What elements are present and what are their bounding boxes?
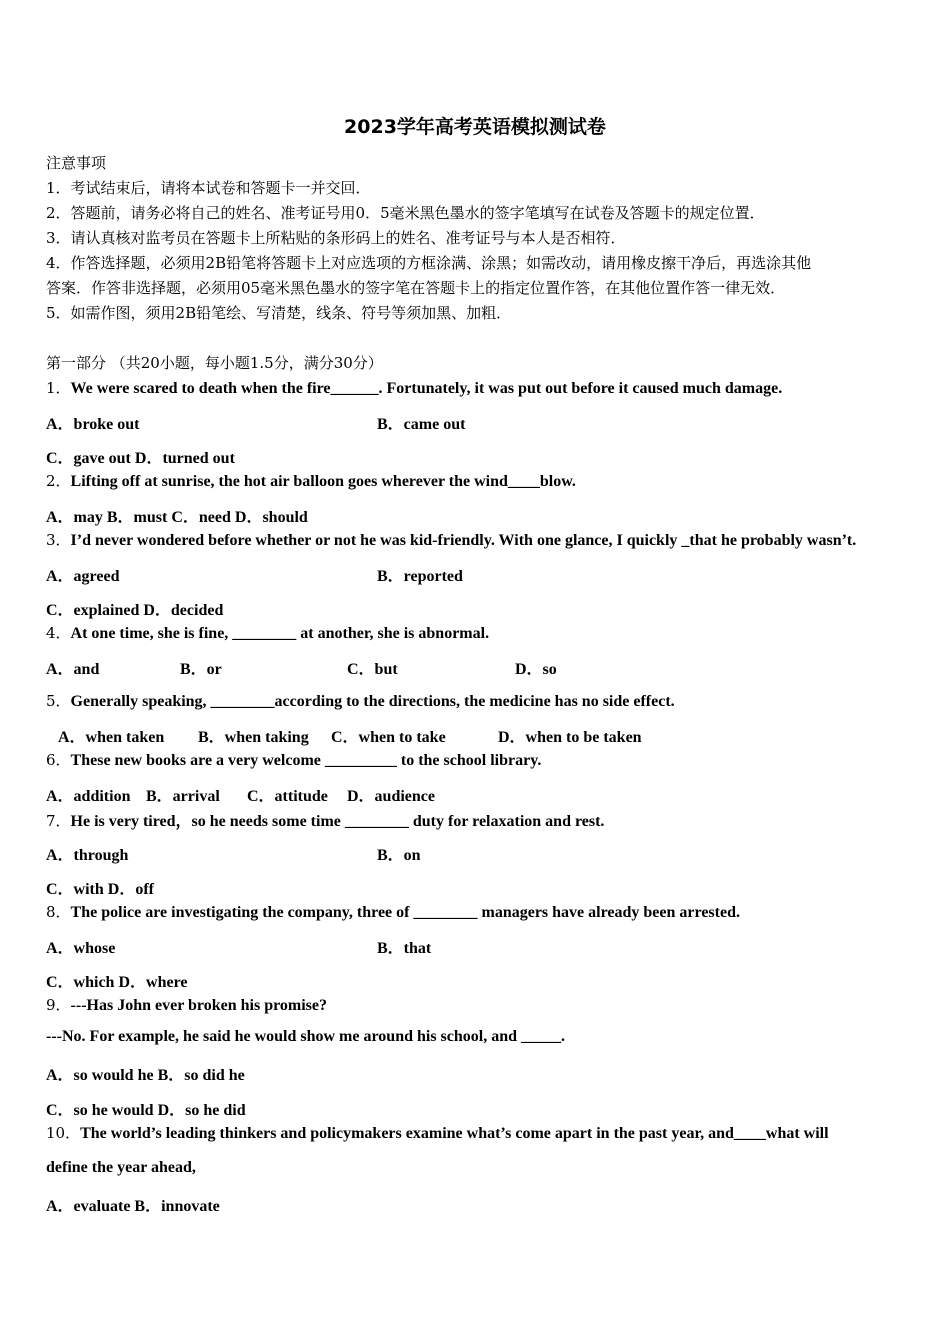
option-b: B．that xyxy=(377,940,432,957)
question-10 xyxy=(46,1122,829,1143)
option-a: A．and xyxy=(46,661,100,678)
question-text: At one time, she is fine, ________ at another, she is abnormal. xyxy=(70,625,490,642)
notice-heading: 注意事项 xyxy=(46,154,107,172)
question-number: 8． xyxy=(46,903,71,921)
question-text: Lifting off at sunrise, the hot air balloon goes wherever the wind____blow. xyxy=(70,473,576,490)
question-text-continued: ---No. For example, he said he would show me around his school, and _____. xyxy=(46,1028,566,1045)
question-7 xyxy=(46,808,604,831)
question-text: We were scared to death when the fire______. Fortunately, it was put out before it caused much damage. xyxy=(70,380,783,397)
question-text: The world’s leading thinkers and policymakers examine what’s come apart in the past year, and____what will xyxy=(80,1125,829,1142)
option-d: D．when to be taken xyxy=(498,729,642,746)
option-ab: A．evaluate B．innovate xyxy=(46,1198,220,1215)
question-number: 10． xyxy=(46,1124,81,1142)
question-9 xyxy=(46,994,327,1015)
question-number: 4． xyxy=(46,624,71,642)
notice-item: 2．答题前，请务必将自己的姓名、准考证号用0．5毫米黑色墨水的签字笔填写在试卷及答题卡的规定位置． xyxy=(46,204,765,222)
question-text: The police are investigating the company, three of ________ managers have already been arrested. xyxy=(70,904,740,921)
notice-item: 答案．作答非选择题，必须用05毫米黑色墨水的签字笔在答题卡上的指定位置作答，在其他位置作答一律无效． xyxy=(46,279,786,297)
option-b: B．came out xyxy=(377,416,466,433)
page-title: 2023学年高考英语模拟测试卷 xyxy=(344,116,606,138)
question-number: 6． xyxy=(46,751,71,769)
option-c: C．but xyxy=(347,661,398,678)
question-text: He is very tired，so he needs some time ________ duty for relaxation and rest. xyxy=(70,813,605,830)
notice-item: 3．请认真核对监考员在答题卡上所粘贴的条形码上的姓名、准考证号与本人是否相符． xyxy=(46,229,626,247)
option-cd: C．with D．off xyxy=(46,881,154,898)
option-b: B．arrival xyxy=(146,788,220,805)
option-cd: C．explained D．decided xyxy=(46,602,224,619)
question-number: 1． xyxy=(46,379,71,397)
question-text: Generally speaking, ________according to the directions, the medicine has no side effect. xyxy=(70,693,675,710)
option-d: D．so xyxy=(515,661,557,678)
question-text: ---Has John ever broken his promise? xyxy=(70,997,328,1014)
question-8 xyxy=(46,901,740,922)
notice-item: 1．考试结束后，请将本试卷和答题卡一并交回． xyxy=(46,179,371,197)
option-b: B．reported xyxy=(377,568,463,585)
option-a: A．when taken xyxy=(58,729,165,746)
question-number: 3． xyxy=(46,531,71,549)
option-cd: C．which D．where xyxy=(46,974,188,991)
question-2 xyxy=(46,470,576,491)
question-text: These new books are a very welcome _________ to the school library. xyxy=(70,752,542,769)
option-cd: C．so he would D．so he did xyxy=(46,1102,246,1119)
notice-item: 4．作答选择题，必须用2B铅笔将答题卡上对应选项的方框涂满、涂黑；如需改动，请用橡皮擦干净后，再选涂其他 xyxy=(46,254,812,272)
question-number: 7． xyxy=(46,812,71,830)
question-number: 5． xyxy=(46,692,71,710)
options: A．may B．must C．need D．should xyxy=(46,509,308,526)
notice-item: 5．如需作图，须用2B铅笔绘、写清楚，线条、符号等须加黑、加粗． xyxy=(46,304,512,322)
question-1 xyxy=(46,377,782,398)
question-text-continued: define the year ahead, xyxy=(46,1159,196,1176)
option-c: C．when to take xyxy=(331,729,446,746)
option-b: B．or xyxy=(180,661,222,678)
option-a: A．addition xyxy=(46,788,131,805)
question-text: I’d never wondered before whether or not he was kid-friendly. With one glance, I quickly _that he probably wasn’t. xyxy=(70,532,857,549)
question-5 xyxy=(46,690,675,711)
option-a: A．whose xyxy=(46,940,116,957)
question-number: 9． xyxy=(46,996,71,1014)
option-ab: A．so would he B．so did he xyxy=(46,1067,245,1084)
option-cd: C．gave out D．turned out xyxy=(46,450,235,467)
question-6 xyxy=(46,749,541,770)
question-3 xyxy=(46,529,856,550)
part-heading: 第一部分 （共20小题，每小题1.5分，满分30分） xyxy=(46,354,383,372)
option-b: B．on xyxy=(377,847,421,864)
option-b: B．when taking xyxy=(198,729,309,746)
option-a: A．broke out xyxy=(46,416,140,433)
option-c: C．attitude xyxy=(247,788,328,805)
option-a: A．through xyxy=(46,847,129,864)
option-a: A．agreed xyxy=(46,568,120,585)
option-d: D．audience xyxy=(347,788,436,805)
question-number: 2． xyxy=(46,472,71,490)
question-4 xyxy=(46,622,489,643)
